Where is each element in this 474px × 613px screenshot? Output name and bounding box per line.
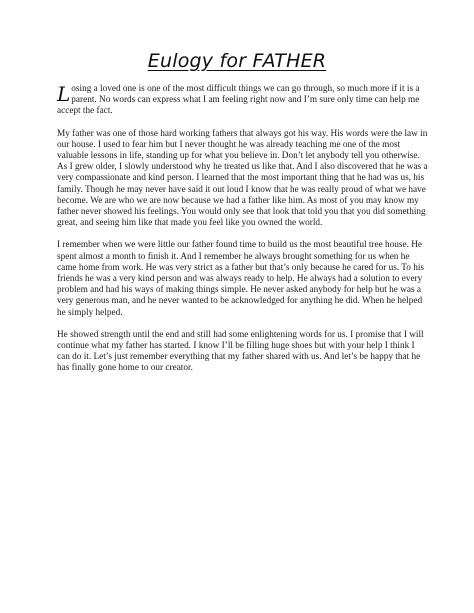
paragraph-intro — [57, 84, 429, 118]
drop-cap: L — [57, 82, 71, 106]
document-body — [57, 84, 429, 386]
paragraph-1: My father was one of those hard working fathers that always got his way. His words were the law in our house. I used to fear him but I never thought he was already teaching me one of the most valuable lessons in life, standing up for what you believe in. Don’t let anybody tell you otherwise. As I grew older, I slowly understood why he treated us like that. And I also discovered that he was a very compassionate and kind person. I learned that the most important thing that he had was us, his family. Though he may never have said it out loud I know that he was really proud of what we have become. We are who we are now because we had a father like him. As most of you may know my father never showed his feelings. You would only see that look that told you that you did something great, and seeing him like that made you feel like you owned the world. — [57, 128, 428, 229]
document-title: Eulogy for FATHER — [147, 50, 327, 72]
paragraph-intro-text: osing a loved one is one of the most difficult things we can go through, so much more if it is a parent. No words can express what I am feeling right now and I’m sure only time can help me accept the fact. — [57, 84, 420, 117]
paragraph-3: He showed strength until the end and still had some enlightening words for us. I promise that I will continue what my father has started. I know I’ll be filling huge shoes but with your help I think I can do it. Let’s just remember everything that my father shared with us. And let’s be happy that he has finally gone home to our creator. — [57, 329, 424, 374]
paragraph-2: I remember when we were little our father found time to build us the most beautiful tree house. He spent almost a month to finish it. And I remember he always brought something for us when he came home from work. He was very strict as a father but that’s only because he cared for us. To his friends he was a very kind person and was always ready to help. He always had a solution to every problem and had his ways of making things simple. He never asked anybody for help but he was a very generous man, and he never wanted to be acknowledged for anything he did. When he helped he simply helped. — [57, 240, 425, 318]
